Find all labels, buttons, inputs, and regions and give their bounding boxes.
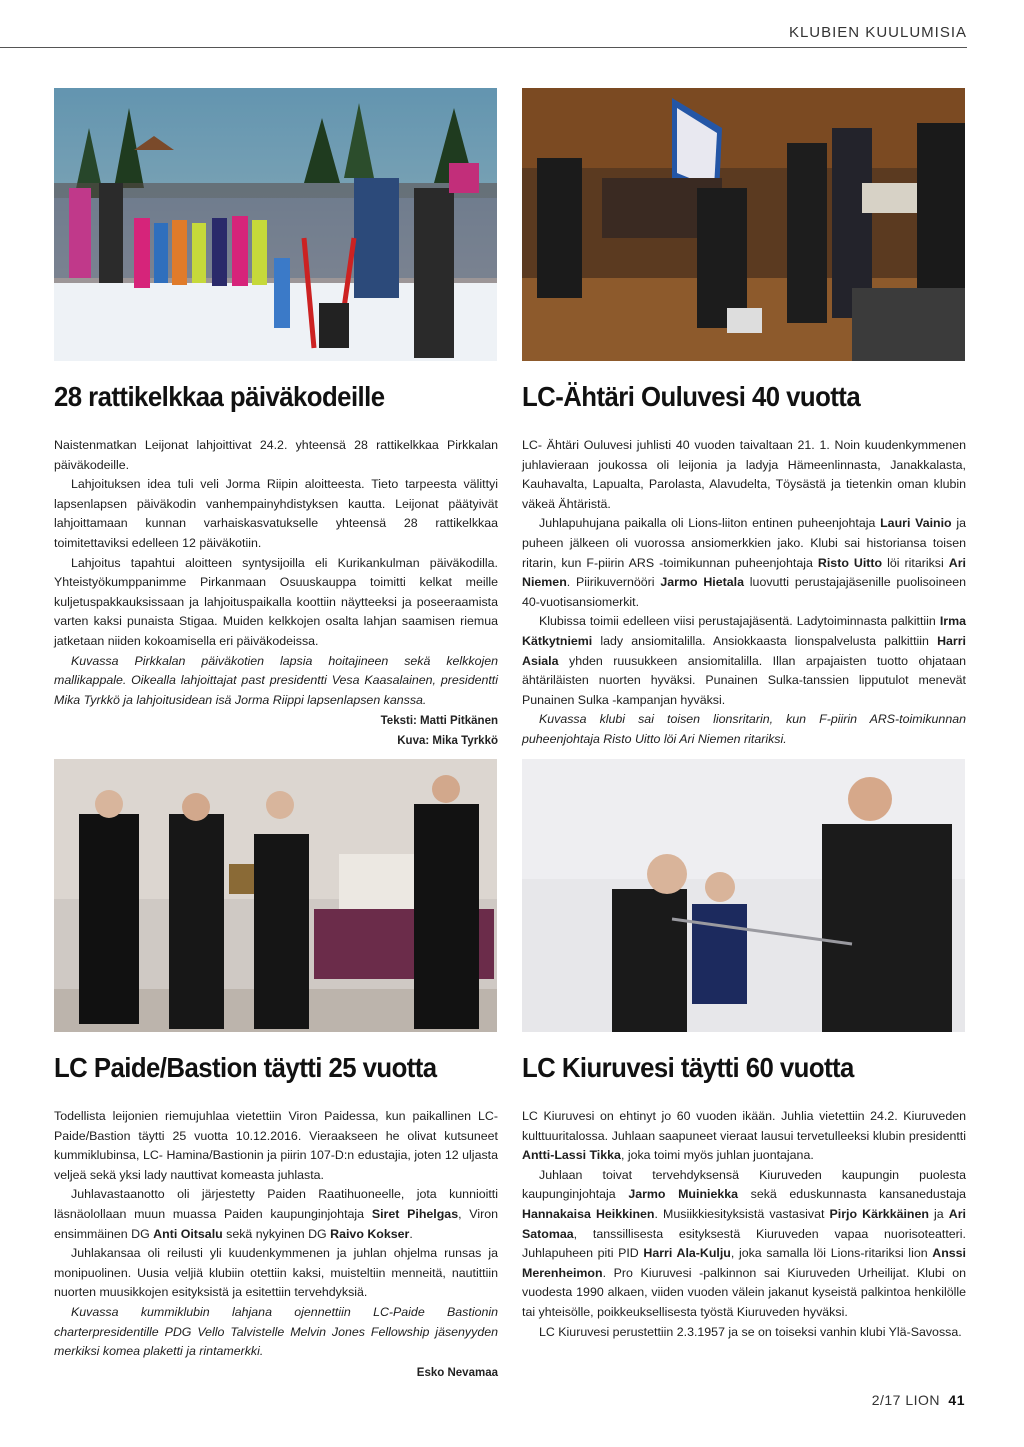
text-run: yhden ruusukkeen ansiomitalilla. Illan arpajaisten tuotto ohjataan ähtäriläisten nuorten hyväksi. Punainen Sulka-tanssien lipputulot menevät Punainen Sulka -kampanjan hyväksi. xyxy=(522,653,966,707)
person-name: Antti-Lassi Tikka xyxy=(522,1148,621,1163)
text-run: LC Kiuruvesi perustettiin 2.3.1957 ja se on toiseksi vanhin klubi Ylä-Savossa. xyxy=(539,1324,962,1339)
photo-caption xyxy=(522,710,966,749)
text-run: Klubissa toimii edelleen viisi perustajajäsentä. Ladytoiminnasta palkittiin xyxy=(539,614,940,629)
text-run: . Musiikkiesityksistä vastasivat xyxy=(654,1206,830,1221)
photo-caption xyxy=(54,652,498,711)
text-run: Todellista leijonien riemujuhlaa vietettiin Viron Paidessa, kun paikallinen LC-Paide/Bastion täytti 25 vuotta 10.12.2016. Vieraakseen he olivat kutsuneet kummiklubinsa, LC- Hamina/Bastionin ja piirin 107-D:n edustajia, joten 12 uljasta veljeä sekä yksi lady nauttivat komeasta juhlasta. xyxy=(54,1109,498,1182)
article-paragraph xyxy=(54,1244,498,1303)
photo-paide-ceremony xyxy=(54,759,497,1032)
text-run: sekä nykyinen DG xyxy=(222,1226,331,1241)
text-run: lady ansiomitalilla. Ansiokkaasta lionspalvelusta palkittiin xyxy=(592,633,938,648)
page-number: 41 xyxy=(948,1392,965,1408)
text-run: , Viron ensimmäinen DG xyxy=(54,1206,498,1241)
text-run: löi ritariksi xyxy=(882,555,949,570)
text-run: ja xyxy=(928,1206,949,1221)
article-paragraph xyxy=(54,475,498,553)
text-run: Juhlakansaa oli reilusti yli kuudenkymmenen ja juhlan ohjelma runsas ja monipuolinen. Uusia veljiä klubiin otettiin kaksi, muisteltiin menneitä, nautittiin nuorten muusikkojen esityksistä ja esitettiin tervehdyksiä. xyxy=(54,1246,498,1300)
article-paragraph xyxy=(54,436,498,475)
person-name: Jarmo Hietala xyxy=(660,575,744,590)
text-run: Juhlavastaanotto oli järjestetty Paiden Raatihuoneelle, jota kunnioitti läsnäolollaan muun muassa Paiden kaupunginjohtaja xyxy=(54,1187,498,1221)
article-credits xyxy=(54,1365,498,1382)
credit-line: Kuva: Mika Tyrkkö xyxy=(397,735,498,748)
article-paragraph xyxy=(54,1107,498,1185)
article-paragraph xyxy=(522,1323,966,1343)
text-run: . Piirikuvernööri xyxy=(566,575,661,590)
text-run: luovutti perustajajäsenille puolisoineen 40-vuotisansiomerkit. xyxy=(522,575,967,609)
photo-ahtari-ceremony xyxy=(522,88,965,361)
article-body xyxy=(522,436,966,750)
text-run: LC Kiuruvesi on ehtinyt jo 60 vuoden ikään. Juhlia vietettiin 24.2. Kiuruveden kulttuuritalossa. Juhlaan saapuneet vieraat lausui tervetulleeksi klubin presidentti xyxy=(522,1109,966,1143)
photo-caption xyxy=(54,1303,498,1362)
text-run: Lahjoituksen idea tuli veli Jorma Riipin aloitteesta. Tieto tarpeesta välittyi lapsenlapsen päiväkodin vanhempainyhdistyksen kautta. Leijonat päätyivät lahjoittamaan kunnan varhaiskasvatukselle yhteensä 28 rattikelkkaa toimitettaviksi edelleen 12 päiväkotiin. xyxy=(54,477,498,550)
text-run: , tanssillisesta esityksestä Kiuruveden vapaa nuorisoteatteri. Juhlapuheen piti PID xyxy=(522,1226,966,1261)
article-title: LC Kiuruvesi täytti 60 vuotta xyxy=(522,1052,854,1083)
text-run: . xyxy=(409,1226,413,1241)
text-run: , joka samalla löi Lions-ritariksi lion xyxy=(730,1246,933,1261)
text-run: sekä eduskunnasta kansanedustaja xyxy=(738,1187,966,1202)
article-paragraph xyxy=(522,1107,966,1166)
text-run: Naistenmatkan Leijonat lahjoittivat 24.2. yhteensä 28 rattikelkkaa Pirkkalan päiväkodeille. xyxy=(54,438,498,472)
article-paragraph xyxy=(54,1185,498,1244)
article-sled-donation xyxy=(54,380,498,750)
article-title: LC-Ähtäri Ouluvesi 40 vuotta xyxy=(522,381,861,412)
article-paragraph xyxy=(522,1166,966,1323)
person-name: Anti Oitsalu xyxy=(153,1226,223,1241)
text-run: Kuvassa Pirkkalan päiväkotien lapsia hoitajineen sekä kelkkojen mallikappale. Oikealla lahjoittajat past presidentti Vesa Kaasalainen, presidentti Mika Tyrkkö ja lahjoitusidean isä Jorma Riippi lapsenlapsen kanssa. xyxy=(54,653,498,707)
magazine-name: LION xyxy=(905,1392,941,1408)
article-title: 28 rattikelkkaa päiväkodeille xyxy=(54,381,385,412)
person-name: Hannakaisa Heikkinen xyxy=(522,1206,655,1221)
text-run: , joka toimi myös juhlan juontajana. xyxy=(620,1148,814,1163)
credit-line: Teksti: Matti Pitkänen xyxy=(380,715,498,728)
person-name: Siret Pihelgas xyxy=(371,1206,459,1221)
person-name: Raivo Kokser xyxy=(330,1226,410,1241)
article-credits xyxy=(54,713,498,750)
article-body xyxy=(54,1107,498,1362)
text-run: Lahjoitus tapahtui aloitteen syntysijoilla eli Kurikankulman päiväkodilla. Yhteistyökumppanimme Pirkanmaan Osuuskauppa toimitti kelkat meille kuljetuspakkauksissaan ja lahjoituspaikalla koottiin näytteeksi ja poseeraamista varten kaksi punaista Stigaa. Muiden kelkkojen osalta lahjan saamisen riemua jatketaan niiden kokoamisella eri päiväkodeissa. xyxy=(54,555,498,648)
article-body xyxy=(54,436,498,710)
person-name: Anssi Merenheimon xyxy=(522,1246,966,1280)
person-name: Ari Niemen xyxy=(522,555,966,590)
photo-sled-donation xyxy=(54,88,497,361)
article-ahtari-ouluvesi xyxy=(522,380,966,750)
issue-number: 2/17 xyxy=(871,1392,901,1408)
article-paragraph xyxy=(522,514,966,612)
person-name: Pirjo Kärkkäinen xyxy=(829,1206,929,1221)
text-run: LC- Ähtäri Ouluvesi juhlisti 40 vuoden taivaltaan 21. 1. Noin kuudenkymmenen juhlavieraan joukossa oli leijonia ja ladyja Hämeenlinnasta, Janakkalasta, Kauhavalta, Lapualta, Parolasta, Alavudelta, Töysästä ja tietenkin oman klubin väkeä Ähtäristä. xyxy=(522,438,966,511)
person-name: Harri Asiala xyxy=(522,633,966,668)
text-run: Juhlapuhujana paikalla oli Lions-liiton entinen puheenjohtaja xyxy=(539,516,881,531)
text-run: Juhlaan toivat tervehdyksensä Kiuruveden kaupungin puolesta kaupunginjohtaja xyxy=(522,1167,966,1202)
article-paragraph xyxy=(522,612,966,710)
article-body xyxy=(522,1107,966,1342)
article-paragraph xyxy=(54,554,498,652)
article-paragraph xyxy=(522,436,966,514)
text-run: Kuvassa kummiklubin lahjana ojennettiin LC-Paide Bastionin charterpresidentille PDG Vello Talvistelle Melvin Jones Fellowship jäsenyyden merkiksi komea plaketti ja rintamerkki. xyxy=(54,1304,498,1359)
article-title: LC Paide/Bastion täytti 25 vuotta xyxy=(54,1052,437,1083)
section-header-label: KLUBIEN KUULUMISIA xyxy=(788,24,967,41)
person-name: Jarmo Muiniekka xyxy=(628,1187,739,1202)
person-name: Risto Uitto xyxy=(817,555,883,570)
person-name: Ari Satomaa xyxy=(522,1206,966,1241)
credit-line: Esko Nevamaa xyxy=(416,1366,498,1379)
text-run: ja puheen jälkeen oli vuorossa ansiomerkkien jako. Klubi sai historiansa toisen ritarin, kun F-piirin ARS -toimikunnan puheenjohtaja xyxy=(522,516,966,570)
person-name: Lauri Vainio xyxy=(880,516,952,531)
text-run: . Pro Kiuruvesi -palkinnon sai Kiuruveden Urheilijat. Klubi on vuodesta 1990 alkaen, viiden vuoden välein jakanut kyseistä palkintoa henkilölle tai yhteisölle, poikkeuksellisesta työstä Kiuruveden hyväksi. xyxy=(522,1265,966,1319)
page-footer xyxy=(872,1392,965,1408)
header-rule xyxy=(0,47,967,48)
article-kiuruvesi xyxy=(522,1051,966,1342)
photo-kiuruvesi-knighting xyxy=(522,759,965,1032)
person-name: Harri Ala-Kulju xyxy=(643,1246,731,1261)
person-name: Irma Kätkytniemi xyxy=(522,614,966,648)
text-run: Kuvassa klubi sai toisen lionsritarin, kun F-piirin ARS-toimikunnan puheenjohtaja Risto Uitto löi Ari Niemen ritariksi. xyxy=(522,712,966,746)
article-paide-bastion xyxy=(54,1051,498,1382)
